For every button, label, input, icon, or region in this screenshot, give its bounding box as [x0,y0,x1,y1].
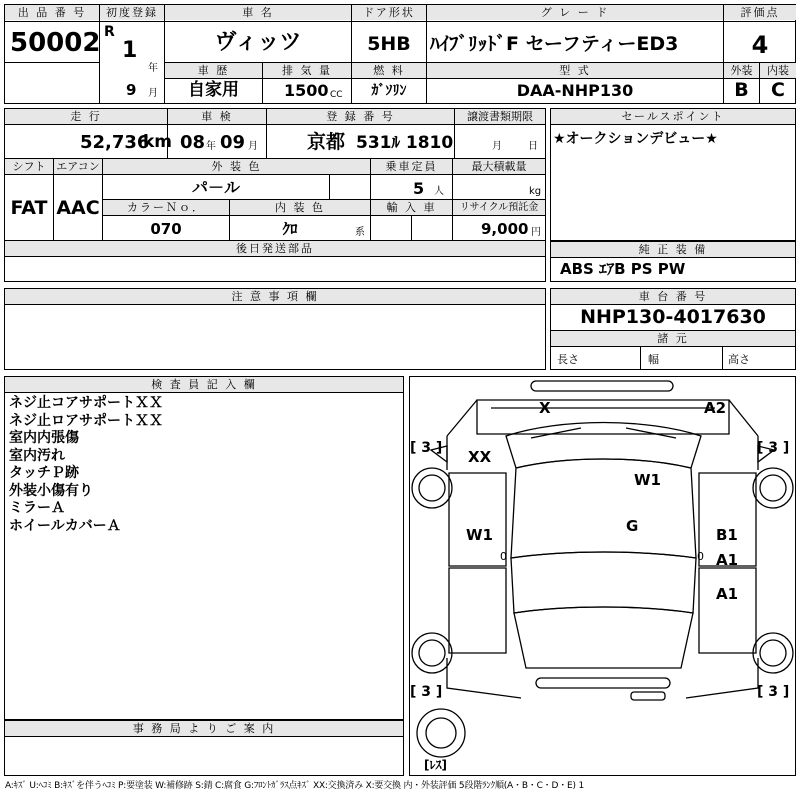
recycle-label: リサイクル預託金 [453,200,545,215]
recycle-unit: 円 [531,227,541,238]
damage-mark: W1 [634,471,661,489]
fuel: ｶﾞｿﾘﾝ [371,83,407,99]
chassis-number: NHP130-4017630 [580,306,766,328]
door-type-label: ドア形状 [352,5,426,20]
damage-mark: B1 [716,526,738,544]
damage-mark: X [539,399,551,417]
mileage-unit: km [143,132,173,152]
model-code: DAA-NHP130 [516,81,634,100]
plate-number: 531ﾙ 1810 [356,133,454,153]
ext-color-label: 外 装 色 [103,159,370,174]
capacity-unit: 人 [434,186,444,197]
ext-color: パ－ル [191,178,240,197]
car-name: ヴィッツ [214,30,302,55]
displacement: 1500 [284,81,329,100]
inspection-month: 09 [220,132,246,153]
office-label: 事 務 局 よ り ご 案 内 [5,721,403,736]
specs-label: 諸 元 [551,331,795,346]
equipment-label: 純 正 装 備 [551,242,795,257]
damage-mark: W1 [466,526,493,544]
lot-number: 50002 [10,28,101,58]
transfer-month-unit: 月 [492,141,502,152]
tire-label-rl: [ 3 ] [410,684,443,700]
inspector-notes [9,395,163,535]
notes-label: 注 意 事 項 欄 [5,289,545,304]
color-no-label: カラーＮｏ． [103,200,229,215]
score-label: 評価点 [724,5,796,20]
car-history-label: 車 歴 [165,63,262,78]
damage-mark: A2 [704,399,727,417]
door-type: 5HB [367,33,411,55]
transfer-day-unit: 日 [528,141,538,152]
capacity-label: 乗車定員 [371,159,452,174]
inspector-note: 外装小傷有り [9,482,93,499]
grade-label: グ レ ー ド [427,5,723,20]
era-mark: R [104,24,115,40]
tire-label-fr: [ 3 ] [757,440,790,456]
small-zero: 0 [697,550,704,563]
inspection-year: 08 [180,132,206,153]
sales-point-box [550,108,796,241]
shift: FAT [10,197,48,219]
exterior-label: 外装 [724,63,759,78]
legend-text: A:ｷｽﾞ U:ﾍｺﾐ B:ｷｽﾞを伴うﾍｺﾐ P:要塗装 W:補修跡 S:錆 C:腐食 G:ﾌﾛﾝﾄｶﾞﾗｽ点ｷｽﾞ XX:交換済み X:要交換 内・外装評価 5段階ﾗﾝｸ順(A・B・C・D・E) 1 [5,781,584,791]
inspector-note: 室内内張傷 [9,430,79,446]
first-reg-month: 9 [126,81,137,99]
lot-no-label: 出 品 番 号 [5,5,99,20]
plate-area: 京都 [307,131,346,153]
color-no: 070 [150,220,182,238]
inspector-note: ホイールカバーＡ [9,517,121,534]
later-parts-label: 後日発送部品 [5,241,545,256]
sales-point-label: セールスポイント [551,109,795,124]
recycle-deposit: 9,000 [481,220,529,238]
interior-grade: C [771,79,785,101]
sales-point-text: ★オークションデビュー★ [553,131,718,147]
transfer-label: 譲渡書類期限 [455,109,545,124]
damage-mark: A1 [716,551,739,569]
max-load-label: 最大積載量 [453,159,545,174]
ac: AAC [56,197,100,219]
year-unit: 年 [148,63,158,74]
damage-mark: A1 [716,585,739,603]
first-reg-label: 初度登録 [100,5,164,20]
int-color-unit: 系 [355,227,365,238]
width-label: 幅 [648,353,659,366]
shift-label: シフト [5,159,53,174]
capacity: 5 [413,179,425,198]
score-value: 4 [751,31,769,59]
inspector-note: ミラーＡ [9,500,65,516]
inspection-year-unit: 年 [206,141,216,152]
inspector-note: ネジ止ロアサポートＸＸ [9,412,163,429]
exterior-grade: B [734,79,749,101]
int-color-label: 内 装 色 [230,200,370,215]
damage-mark: G [626,517,639,535]
car-history: 自家用 [188,80,239,100]
tire-label-rr: [ 3 ] [757,684,790,700]
month-unit: 月 [148,88,158,99]
inspector-note: 室内汚れ [9,447,65,464]
fuel-label: 燃 料 [352,63,426,78]
equipment-text: ABS ｴｱB PS PW [560,260,686,278]
damage-mark: XX [468,448,492,466]
interior-label: 内装 [760,63,796,78]
tire-label-fl: [ 3 ] [410,440,443,456]
small-zero: 0 [500,550,507,563]
inspection-month-unit: 月 [248,141,258,152]
plate-label: 登 録 番 号 [267,109,454,124]
length-label: 長さ [557,353,579,366]
displacement-unit: CC [330,90,343,100]
int-color: ｸﾛ [282,220,298,238]
model-code-label: 型 式 [427,63,723,78]
first-reg-year: 1 [122,38,138,63]
height-label: 高さ [728,353,750,366]
inspection-label: 車 検 [168,109,266,124]
inspector-label: 検 査 員 記 入 欄 [5,377,403,392]
car-body-diagram [411,378,794,774]
inspector-note: タッチＰ跡 [9,465,79,481]
displacement-label: 排 気 量 [263,63,351,78]
max-load-unit: kg [529,186,542,197]
mileage-label: 走 行 [5,109,167,124]
chassis-label: 車 台 番 号 [551,289,795,304]
inspector-note: ネジ止コアサポートＸＸ [9,395,163,411]
ac-label: エアコン [54,159,102,174]
grade: ﾊｲﾌﾞﾘｯﾄﾞF セーフティーED3 [430,33,679,55]
mileage: 52,736 [80,132,150,153]
spare-tire-label: [ﾚｽ] [424,758,447,772]
car-name-label: 車 名 [165,5,351,20]
import-label: 輸 入 車 [371,200,452,215]
